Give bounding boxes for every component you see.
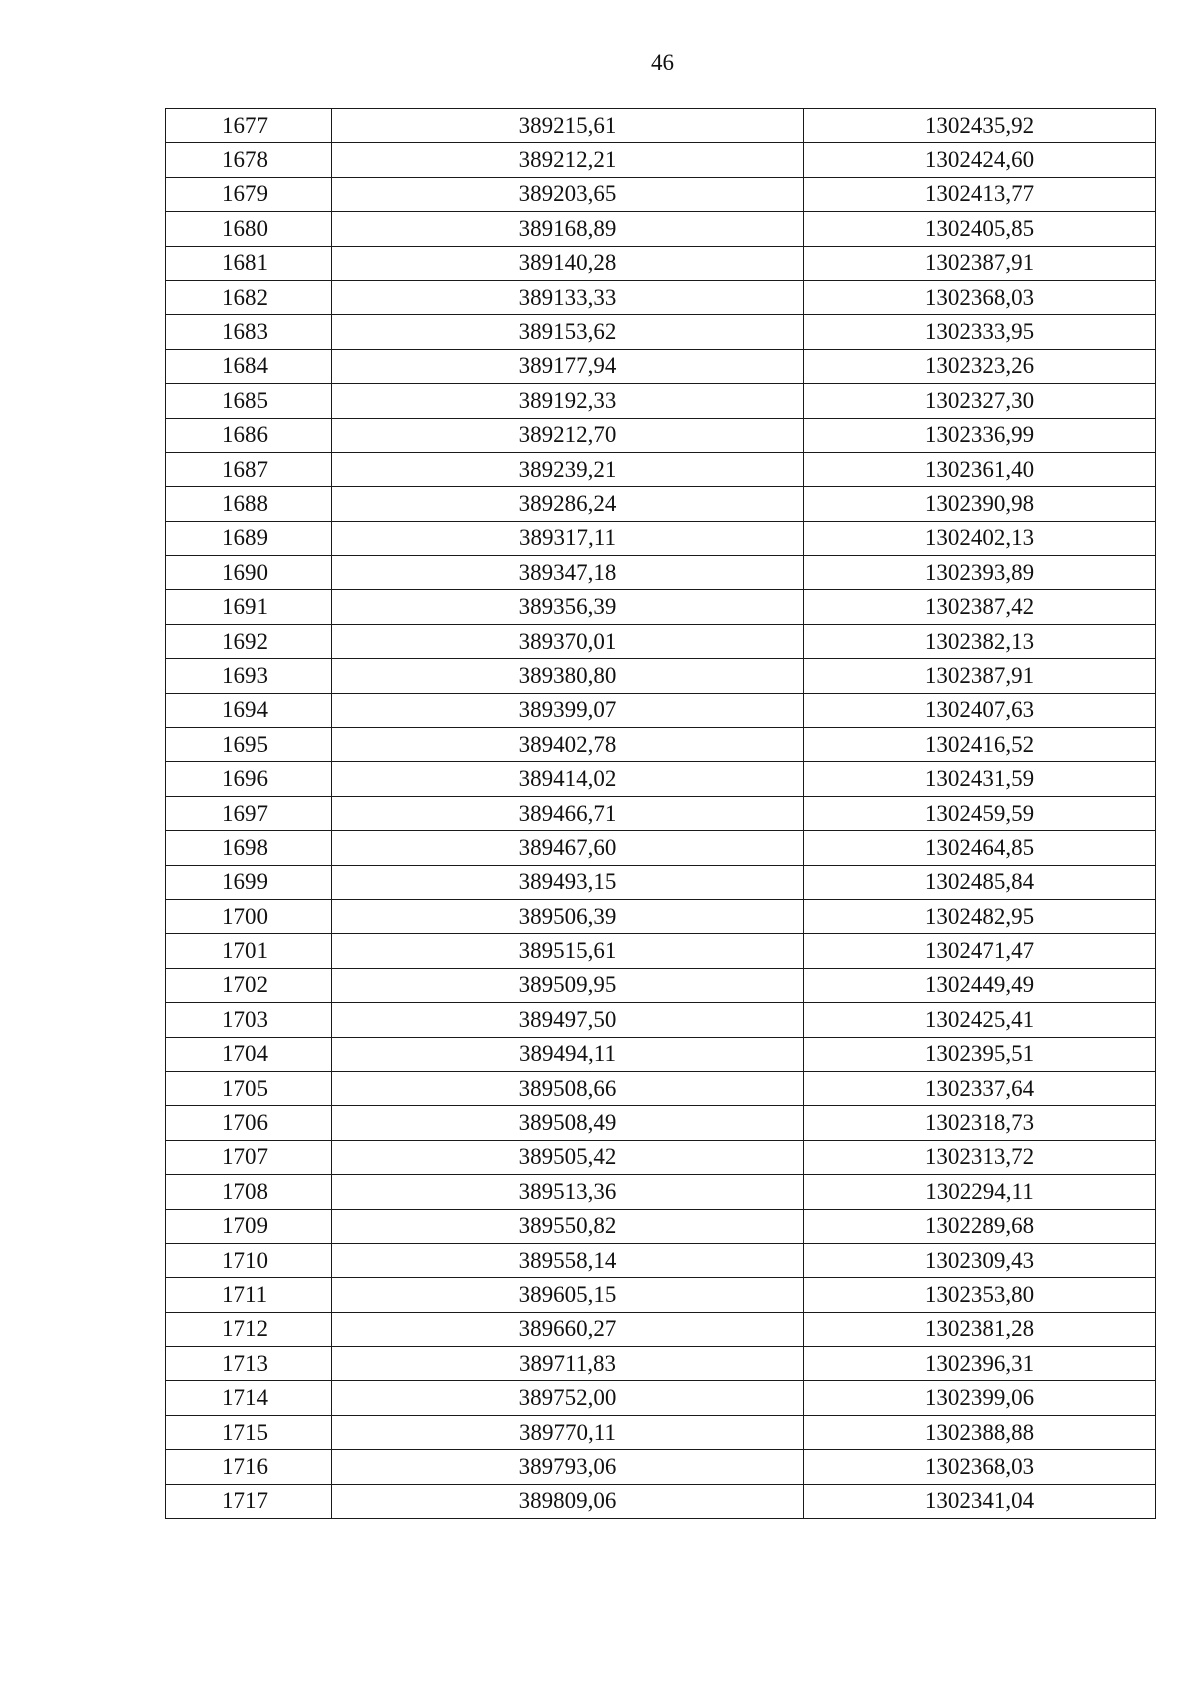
table-row [166, 1209, 1156, 1243]
table-row [166, 728, 1156, 762]
y-coordinate-cell: 1302471,47 [804, 934, 1156, 968]
y-coordinate-cell: 1302399,06 [804, 1381, 1156, 1415]
point-number-cell: 1693 [166, 659, 332, 693]
x-coordinate-cell: 389177,94 [332, 349, 804, 383]
y-coordinate-cell: 1302402,13 [804, 521, 1156, 555]
y-coordinate-cell: 1302464,85 [804, 831, 1156, 865]
point-number-cell: 1710 [166, 1243, 332, 1277]
table-row [166, 1106, 1156, 1140]
y-coordinate-cell: 1302353,80 [804, 1278, 1156, 1312]
table-row [166, 315, 1156, 349]
point-number-cell: 1687 [166, 452, 332, 486]
table-row [166, 968, 1156, 1002]
table-body [166, 109, 1156, 1519]
y-coordinate-cell: 1302431,59 [804, 762, 1156, 796]
point-number-cell: 1716 [166, 1450, 332, 1484]
point-number-cell: 1717 [166, 1484, 332, 1518]
coordinates-table [165, 108, 1156, 1519]
x-coordinate-cell: 389508,49 [332, 1106, 804, 1140]
table-row [166, 109, 1156, 143]
x-coordinate-cell: 389380,80 [332, 659, 804, 693]
y-coordinate-cell: 1302387,42 [804, 590, 1156, 624]
table-row [166, 831, 1156, 865]
point-number-cell: 1680 [166, 212, 332, 246]
table-row [166, 1347, 1156, 1381]
point-number-cell: 1711 [166, 1278, 332, 1312]
x-coordinate-cell: 389660,27 [332, 1312, 804, 1346]
table-row [166, 762, 1156, 796]
y-coordinate-cell: 1302405,85 [804, 212, 1156, 246]
x-coordinate-cell: 389192,33 [332, 384, 804, 418]
table-row [166, 1415, 1156, 1449]
x-coordinate-cell: 389356,39 [332, 590, 804, 624]
point-number-cell: 1697 [166, 796, 332, 830]
x-coordinate-cell: 389793,06 [332, 1450, 804, 1484]
table-row [166, 796, 1156, 830]
x-coordinate-cell: 389494,11 [332, 1037, 804, 1071]
y-coordinate-cell: 1302390,98 [804, 487, 1156, 521]
point-number-cell: 1684 [166, 349, 332, 383]
y-coordinate-cell: 1302318,73 [804, 1106, 1156, 1140]
table-row [166, 384, 1156, 418]
y-coordinate-cell: 1302459,59 [804, 796, 1156, 830]
table-row [166, 1243, 1156, 1277]
y-coordinate-cell: 1302393,89 [804, 556, 1156, 590]
y-coordinate-cell: 1302313,72 [804, 1140, 1156, 1174]
point-number-cell: 1708 [166, 1175, 332, 1209]
y-coordinate-cell: 1302395,51 [804, 1037, 1156, 1071]
point-number-cell: 1683 [166, 315, 332, 349]
table-row [166, 659, 1156, 693]
point-number-cell: 1703 [166, 1003, 332, 1037]
point-number-cell: 1681 [166, 246, 332, 280]
point-number-cell: 1677 [166, 109, 332, 143]
x-coordinate-cell: 389497,50 [332, 1003, 804, 1037]
point-number-cell: 1709 [166, 1209, 332, 1243]
point-number-cell: 1689 [166, 521, 332, 555]
point-number-cell: 1694 [166, 693, 332, 727]
y-coordinate-cell: 1302327,30 [804, 384, 1156, 418]
x-coordinate-cell: 389203,65 [332, 177, 804, 211]
y-coordinate-cell: 1302341,04 [804, 1484, 1156, 1518]
x-coordinate-cell: 389466,71 [332, 796, 804, 830]
x-coordinate-cell: 389168,89 [332, 212, 804, 246]
x-coordinate-cell: 389286,24 [332, 487, 804, 521]
x-coordinate-cell: 389140,28 [332, 246, 804, 280]
y-coordinate-cell: 1302387,91 [804, 246, 1156, 280]
table-row [166, 899, 1156, 933]
page-number: 46 [651, 50, 674, 75]
y-coordinate-cell: 1302309,43 [804, 1243, 1156, 1277]
table-row [166, 349, 1156, 383]
y-coordinate-cell: 1302368,03 [804, 280, 1156, 314]
y-coordinate-cell: 1302407,63 [804, 693, 1156, 727]
x-coordinate-cell: 389605,15 [332, 1278, 804, 1312]
point-number-cell: 1705 [166, 1071, 332, 1105]
y-coordinate-cell: 1302424,60 [804, 143, 1156, 177]
y-coordinate-cell: 1302413,77 [804, 177, 1156, 211]
y-coordinate-cell: 1302425,41 [804, 1003, 1156, 1037]
y-coordinate-cell: 1302368,03 [804, 1450, 1156, 1484]
point-number-cell: 1702 [166, 968, 332, 1002]
table-row [166, 1381, 1156, 1415]
point-number-cell: 1713 [166, 1347, 332, 1381]
y-coordinate-cell: 1302396,31 [804, 1347, 1156, 1381]
table-row [166, 1312, 1156, 1346]
x-coordinate-cell: 389153,62 [332, 315, 804, 349]
y-coordinate-cell: 1302387,91 [804, 659, 1156, 693]
x-coordinate-cell: 389133,33 [332, 280, 804, 314]
x-coordinate-cell: 389505,42 [332, 1140, 804, 1174]
point-number-cell: 1696 [166, 762, 332, 796]
table-row [166, 1003, 1156, 1037]
x-coordinate-cell: 389770,11 [332, 1415, 804, 1449]
point-number-cell: 1714 [166, 1381, 332, 1415]
x-coordinate-cell: 389558,14 [332, 1243, 804, 1277]
table-row [166, 1484, 1156, 1518]
x-coordinate-cell: 389506,39 [332, 899, 804, 933]
point-number-cell: 1690 [166, 556, 332, 590]
table-row [166, 1175, 1156, 1209]
table-row [166, 693, 1156, 727]
table-row [166, 624, 1156, 658]
x-coordinate-cell: 389347,18 [332, 556, 804, 590]
x-coordinate-cell: 389212,70 [332, 418, 804, 452]
x-coordinate-cell: 389508,66 [332, 1071, 804, 1105]
point-number-cell: 1692 [166, 624, 332, 658]
y-coordinate-cell: 1302323,26 [804, 349, 1156, 383]
x-coordinate-cell: 389809,06 [332, 1484, 804, 1518]
x-coordinate-cell: 389513,36 [332, 1175, 804, 1209]
y-coordinate-cell: 1302336,99 [804, 418, 1156, 452]
point-number-cell: 1686 [166, 418, 332, 452]
table-row [166, 1037, 1156, 1071]
point-number-cell: 1699 [166, 865, 332, 899]
table-row [166, 280, 1156, 314]
x-coordinate-cell: 389509,95 [332, 968, 804, 1002]
x-coordinate-cell: 389215,61 [332, 109, 804, 143]
table-row [166, 177, 1156, 211]
table-row [166, 934, 1156, 968]
table-row [166, 521, 1156, 555]
y-coordinate-cell: 1302388,88 [804, 1415, 1156, 1449]
point-number-cell: 1700 [166, 899, 332, 933]
table-row [166, 865, 1156, 899]
y-coordinate-cell: 1302482,95 [804, 899, 1156, 933]
x-coordinate-cell: 389212,21 [332, 143, 804, 177]
x-coordinate-cell: 389402,78 [332, 728, 804, 762]
point-number-cell: 1679 [166, 177, 332, 211]
y-coordinate-cell: 1302337,64 [804, 1071, 1156, 1105]
y-coordinate-cell: 1302382,13 [804, 624, 1156, 658]
table-row [166, 452, 1156, 486]
x-coordinate-cell: 389370,01 [332, 624, 804, 658]
table-row [166, 143, 1156, 177]
point-number-cell: 1701 [166, 934, 332, 968]
x-coordinate-cell: 389515,61 [332, 934, 804, 968]
point-number-cell: 1678 [166, 143, 332, 177]
point-number-cell: 1704 [166, 1037, 332, 1071]
point-number-cell: 1698 [166, 831, 332, 865]
y-coordinate-cell: 1302485,84 [804, 865, 1156, 899]
table-row [166, 212, 1156, 246]
y-coordinate-cell: 1302381,28 [804, 1312, 1156, 1346]
x-coordinate-cell: 389399,07 [332, 693, 804, 727]
y-coordinate-cell: 1302289,68 [804, 1209, 1156, 1243]
point-number-cell: 1706 [166, 1106, 332, 1140]
x-coordinate-cell: 389752,00 [332, 1381, 804, 1415]
point-number-cell: 1715 [166, 1415, 332, 1449]
x-coordinate-cell: 389550,82 [332, 1209, 804, 1243]
point-number-cell: 1695 [166, 728, 332, 762]
x-coordinate-cell: 389467,60 [332, 831, 804, 865]
table-row [166, 246, 1156, 280]
point-number-cell: 1712 [166, 1312, 332, 1346]
table-row [166, 1278, 1156, 1312]
point-number-cell: 1707 [166, 1140, 332, 1174]
y-coordinate-cell: 1302361,40 [804, 452, 1156, 486]
x-coordinate-cell: 389317,11 [332, 521, 804, 555]
x-coordinate-cell: 389239,21 [332, 452, 804, 486]
x-coordinate-cell: 389493,15 [332, 865, 804, 899]
point-number-cell: 1691 [166, 590, 332, 624]
y-coordinate-cell: 1302435,92 [804, 109, 1156, 143]
y-coordinate-cell: 1302449,49 [804, 968, 1156, 1002]
x-coordinate-cell: 389711,83 [332, 1347, 804, 1381]
table-row [166, 556, 1156, 590]
table-row [166, 1071, 1156, 1105]
point-number-cell: 1688 [166, 487, 332, 521]
y-coordinate-cell: 1302416,52 [804, 728, 1156, 762]
table-row [166, 1140, 1156, 1174]
point-number-cell: 1685 [166, 384, 332, 418]
x-coordinate-cell: 389414,02 [332, 762, 804, 796]
table-row [166, 487, 1156, 521]
y-coordinate-cell: 1302294,11 [804, 1175, 1156, 1209]
point-number-cell: 1682 [166, 280, 332, 314]
table-row [166, 1450, 1156, 1484]
table-row [166, 590, 1156, 624]
table-row [166, 418, 1156, 452]
y-coordinate-cell: 1302333,95 [804, 315, 1156, 349]
